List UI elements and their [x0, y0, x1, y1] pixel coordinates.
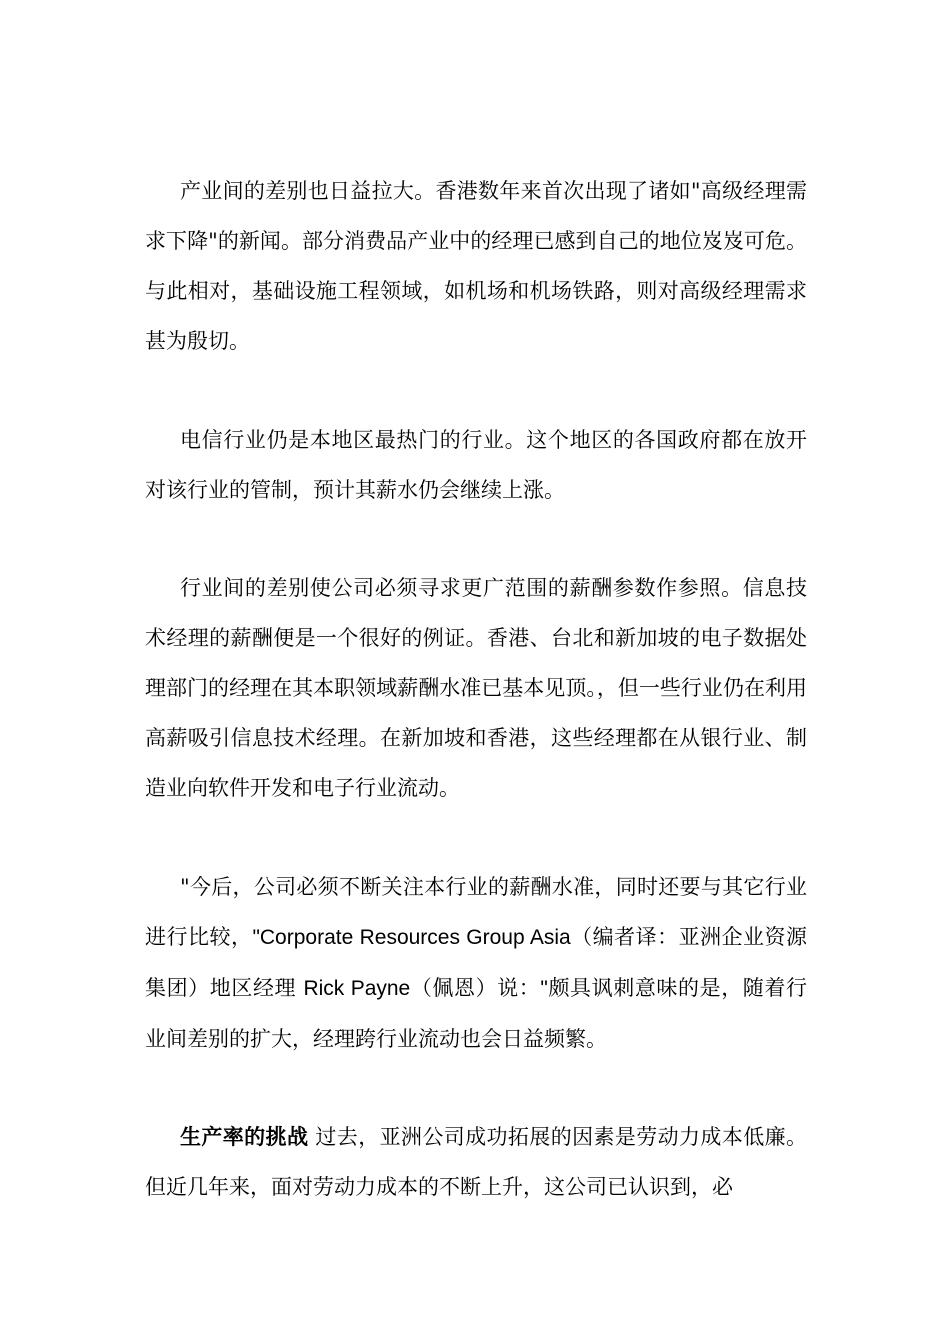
person-name-chinese: （佩恩）说：	[410, 976, 541, 1000]
company-name: "Corporate Resources Group Asia	[252, 926, 571, 949]
paragraph-telecom: 电信行业仍是本地区最热门的行业。这个地区的各国政府都在放开对该行业的管制，预计其薪水仍会继续上涨。	[145, 428, 807, 502]
quote-mark: "	[540, 977, 548, 1000]
translator-note: （编者译：亚洲企业资源集团）地区经理	[145, 925, 808, 1000]
paragraph-quote	[145, 862, 807, 1064]
productivity-text: 过去，亚洲公司成功拓展的因素是劳动力成本低廉。但近几年来，面对劳动力成本的不断上升，这公司已认识到，必	[145, 1125, 807, 1199]
paragraph-it-managers: 行业间的差别使公司必须寻求更广范围的薪酬参数作参照。信息技术经理的薪酬便是一个很好的例证。香港、台北和新加坡的电子数据处理部门的经理在其本职领域薪酬水准已基本见顶。，但一些行业仍在利用高薪吸引信息技术经理。在新加坡和香港，这些经理都在从银行业、制造业向软件开发和电子行业流动。	[145, 576, 807, 800]
paragraph-industry-gap: 产业间的差别也日益拉大。香港数年来首次出现了诸如"高级经理需求下降"的新闻。部分消费品产业中的经理已感到自己的地位岌岌可危。与此相对，基础设施工程领域，如机场和机场铁路，则对高级经理需求甚为殷切。	[145, 179, 807, 353]
quote-text-end: 颇具讽刺意味的是，随着行业间差别的扩大，经理跨行业流动也会日益频繁。	[145, 976, 807, 1051]
paragraph-productivity	[145, 1112, 807, 1212]
quote-text-start: "今后，公司必须不断关注本行业的薪酬水准，同时还要与其它行业进行比较，	[145, 875, 807, 949]
section-heading: 生产率的挑战	[180, 1124, 309, 1149]
person-name: Rick Payne	[303, 977, 411, 1000]
